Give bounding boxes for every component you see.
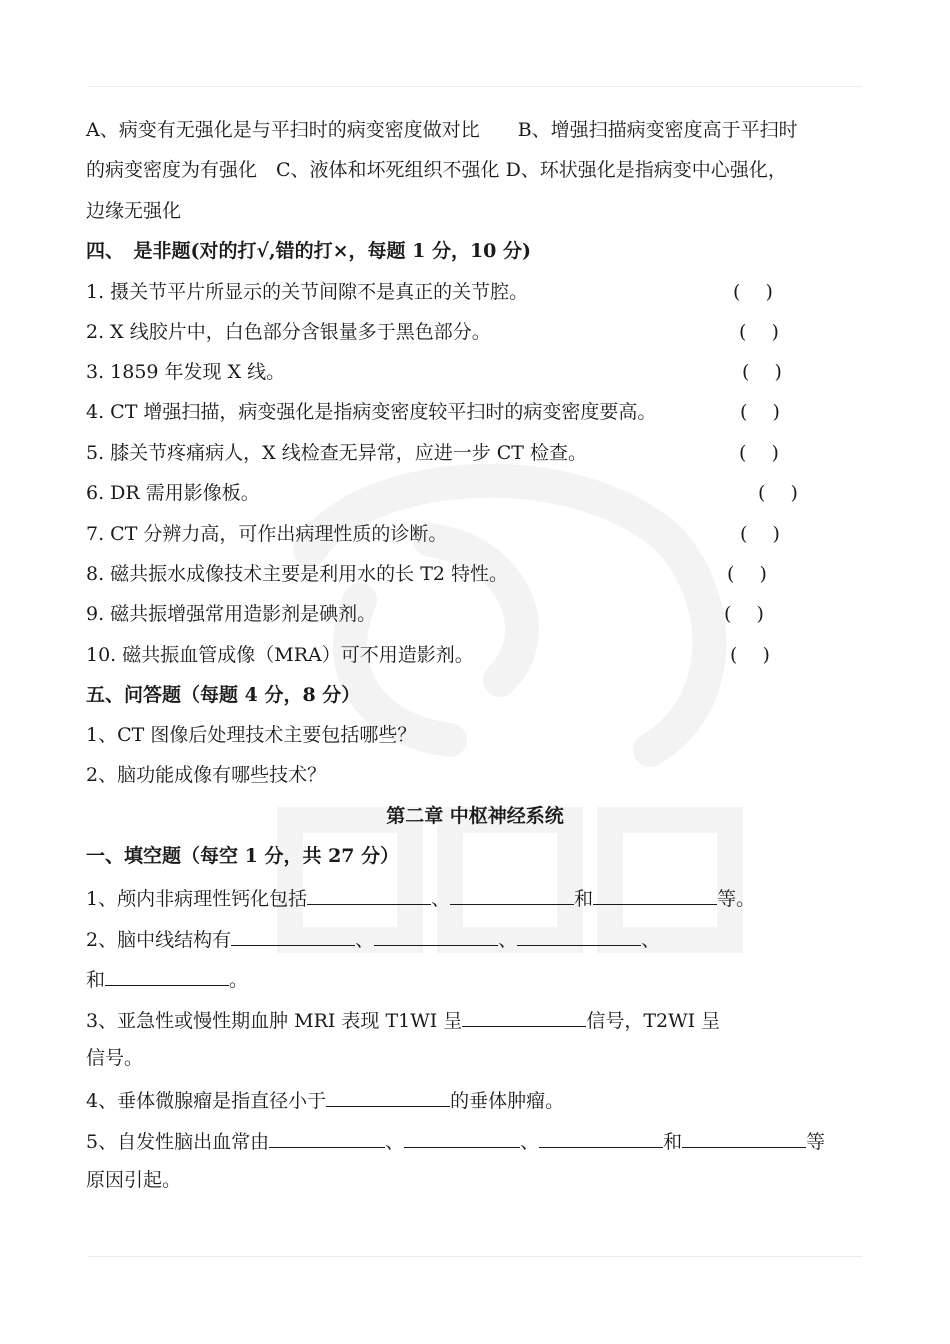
tf-item-3: 3. 1859 年发现 X 线。: [86, 361, 286, 383]
fill-q5-text-f: 原因引起。: [86, 1169, 182, 1191]
tf-item-8: 8. 磁共振水成像技术主要是利用水的长 T2 特性。: [86, 563, 509, 585]
fill-q4-blank-1[interactable]: [326, 1086, 450, 1107]
option-line-3: 边缘无强化: [86, 200, 182, 222]
fill-q5-blank-2[interactable]: [404, 1127, 520, 1148]
question-1: 1、CT 图像后处理技术主要包括哪些？: [86, 724, 417, 746]
fill-question-1: [86, 884, 755, 912]
fill-q1-text-d: 等。: [717, 888, 756, 910]
fill-q4-text-b: 的垂体肿瘤。: [450, 1090, 565, 1112]
fill-q5-blank-3[interactable]: [539, 1127, 663, 1148]
section5-title: 五、问答题（每题 4 分，8 分）: [86, 684, 361, 706]
fill-q1-text-c: 和: [574, 888, 594, 910]
fill-q3-text-a: 3、亚急性或慢性期血肿 MRI 表现 T1WI 呈: [86, 1010, 463, 1032]
section4-title: 四、 是非题(对的打√,错的打×，每题 1 分，10 分): [86, 240, 532, 262]
fill-q5-text-c: 、: [520, 1131, 540, 1153]
fill-q5-text-a: 5、自发性脑出血常由: [86, 1131, 270, 1153]
fill-q4-text-a: 4、垂体微腺瘤是指直径小于: [86, 1090, 327, 1112]
option-line-2: 的病变密度为有强化 C、液体和坏死组织不强化 D、环状强化是指病变中心强化，: [86, 159, 787, 181]
tf-answer-1[interactable]: ( ): [733, 281, 773, 303]
fill-q1-blank-1[interactable]: [307, 884, 431, 905]
tf-item-10: 10. 磁共振血管成像（MRA）可不用造影剂。: [86, 644, 474, 666]
fill-q3-text-b: 信号，T2WI 呈: [586, 1010, 721, 1032]
fill-q2-text-d: 、: [641, 929, 661, 951]
tf-item-2: 2. X 线胶片中，白色部分含银量多于黑色部分。: [86, 321, 491, 343]
fill-q1-blank-2[interactable]: [450, 884, 574, 905]
fill-q1-text-b: 、: [431, 888, 451, 910]
fill-question-5-cont: [86, 1167, 181, 1193]
tf-answer-6[interactable]: ( ): [758, 482, 798, 504]
tf-item-1: 1. 摄关节平片所显示的关节间隙不是真正的关节腔。: [86, 281, 529, 303]
tf-item-9: 9. 磁共振增强常用造影剂是碘剂。: [86, 603, 377, 625]
fill-title: 一、填空题（每空 1 分，共 27 分）: [86, 845, 400, 867]
tf-answer-2[interactable]: ( ): [739, 321, 779, 343]
fill-question-4: [86, 1086, 564, 1114]
fill-q2-blank-2[interactable]: [374, 925, 498, 946]
fill-q3-text-c: 信号。: [86, 1047, 144, 1069]
bottom-rule: [88, 1256, 862, 1257]
option-line-1: A、病变有无强化是与平扫时的病变密度做对比 B、增强扫描病变密度高于平扫时: [86, 119, 798, 141]
fill-q5-text-b: 、: [385, 1131, 405, 1153]
fill-q2-text-e: 和: [86, 969, 106, 991]
fill-q2-text-b: 、: [355, 929, 375, 951]
fill-q3-blank-1[interactable]: [462, 1006, 586, 1027]
fill-q1-blank-3[interactable]: [593, 884, 717, 905]
tf-answer-8[interactable]: ( ): [727, 563, 767, 585]
tf-item-6: 6. DR 需用影像板。: [86, 482, 260, 504]
fill-question-2: [86, 925, 660, 953]
fill-question-3-cont: [86, 1045, 143, 1071]
fill-q2-blank-1[interactable]: [231, 925, 355, 946]
fill-q5-blank-4[interactable]: [682, 1127, 806, 1148]
fill-q5-blank-1[interactable]: [269, 1127, 385, 1148]
tf-item-5: 5. 膝关节疼痛病人，X 线检查无异常，应进一步 CT 检查。: [86, 442, 588, 464]
tf-answer-5[interactable]: ( ): [739, 442, 779, 464]
fill-q2-text-f: 。: [229, 969, 249, 991]
tf-answer-9[interactable]: ( ): [724, 603, 764, 625]
tf-item-7: 7. CT 分辨力高，可作出病理性质的诊断。: [86, 523, 448, 545]
chapter-title: 第二章 中枢神经系统: [386, 805, 564, 827]
top-rule: [88, 86, 862, 87]
tf-item-4: 4. CT 增强扫描，病变强化是指病变密度较平扫时的病变密度要高。: [86, 401, 657, 423]
fill-q1-text-a: 1、颅内非病理性钙化包括: [86, 888, 308, 910]
tf-answer-4[interactable]: ( ): [740, 401, 780, 423]
fill-q2-blank-3[interactable]: [517, 925, 641, 946]
fill-q5-text-e: 等: [806, 1131, 826, 1153]
tf-answer-10[interactable]: ( ): [730, 644, 770, 666]
fill-question-2-cont: [86, 965, 248, 993]
fill-q2-text-c: 、: [498, 929, 518, 951]
fill-q2-blank-4[interactable]: [105, 965, 229, 986]
tf-answer-3[interactable]: ( ): [742, 361, 782, 383]
question-2: 2、脑功能成像有哪些技术？: [86, 764, 327, 786]
fill-question-3: [86, 1006, 720, 1034]
fill-question-5: [86, 1127, 825, 1155]
fill-q2-text-a: 2、脑中线结构有: [86, 929, 232, 951]
tf-answer-7[interactable]: ( ): [740, 523, 780, 545]
fill-q5-text-d: 和: [663, 1131, 683, 1153]
